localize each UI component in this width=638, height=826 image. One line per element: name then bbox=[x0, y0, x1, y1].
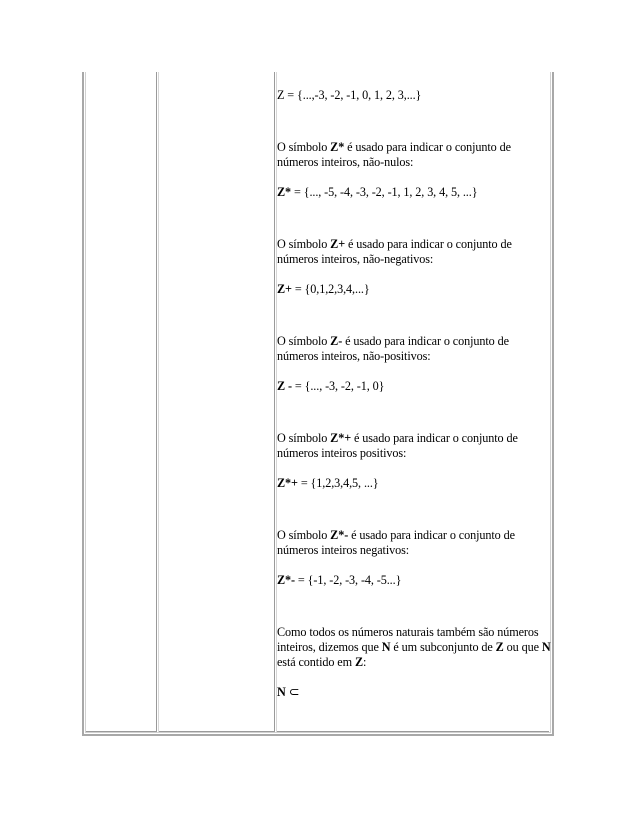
table-border-bottom bbox=[82, 734, 554, 736]
symbol-z-star-minus: Z*- bbox=[330, 528, 349, 542]
symbol-z-star-plus: Z*+ bbox=[330, 431, 352, 445]
closing-paragraph: Como todos os números naturais também são números inteiros, dizemos que N é um subconjunto de Z ou que N está contido em Z: bbox=[277, 625, 551, 669]
column-divider-1 bbox=[156, 72, 157, 732]
subset-icon: ⊂ bbox=[288, 685, 300, 700]
table-border-left bbox=[82, 72, 84, 736]
section-z-star-description: O símbolo Z* é usado para indicar o conjunto de números inteiros, não-nulos: bbox=[277, 140, 511, 169]
table-border-bottom-inner bbox=[85, 732, 551, 733]
section-z-minus-set: Z - = {..., -3, -2, -1, 0} bbox=[277, 379, 385, 393]
table-border-right bbox=[552, 72, 554, 736]
section-z-plus-set: Z+ = {0,1,2,3,4,...} bbox=[277, 282, 370, 296]
section-z-star-minus-description: O símbolo Z*- é usado para indicar o conjunto de números inteiros negativos: bbox=[277, 528, 515, 557]
section-z-star-plus-set: Z*+ = {1,2,3,4,5, ...} bbox=[277, 476, 379, 490]
section-z-minus-description: O símbolo Z- é usado para indicar o conjunto de números inteiros, não-positivos: bbox=[277, 334, 509, 363]
table-border-left-inner bbox=[85, 72, 86, 732]
section-z-star-set: Z* = {..., -5, -4, -3, -2, -1, 1, 2, 3, 4, 5, ...} bbox=[277, 185, 478, 199]
cell-3-bottom bbox=[277, 731, 549, 732]
symbol-z-star: Z* bbox=[330, 140, 345, 154]
section-z-star-minus-set: Z*- = {-1, -2, -3, -4, -5...} bbox=[277, 573, 402, 587]
column-divider-1-shadow bbox=[158, 72, 159, 732]
integers-text-cell bbox=[277, 88, 552, 700]
symbol-z-plus: Z+ bbox=[330, 237, 346, 251]
section-z-star-plus-description: O símbolo Z*+ é usado para indicar o conjunto de números inteiros positivos: bbox=[277, 431, 518, 460]
symbol-z-minus: Z- bbox=[330, 334, 343, 348]
cell-1-bottom bbox=[86, 731, 156, 732]
subset-statement: N ⊂ bbox=[277, 685, 300, 700]
z-definition: Z = {...,-3, -2, -1, 0, 1, 2, 3,...} bbox=[277, 88, 422, 102]
column-divider-2 bbox=[274, 72, 275, 732]
cell-2-bottom bbox=[159, 731, 274, 732]
section-z-plus-description: O símbolo Z+ é usado para indicar o conjunto de números inteiros, não-negativos: bbox=[277, 237, 512, 266]
